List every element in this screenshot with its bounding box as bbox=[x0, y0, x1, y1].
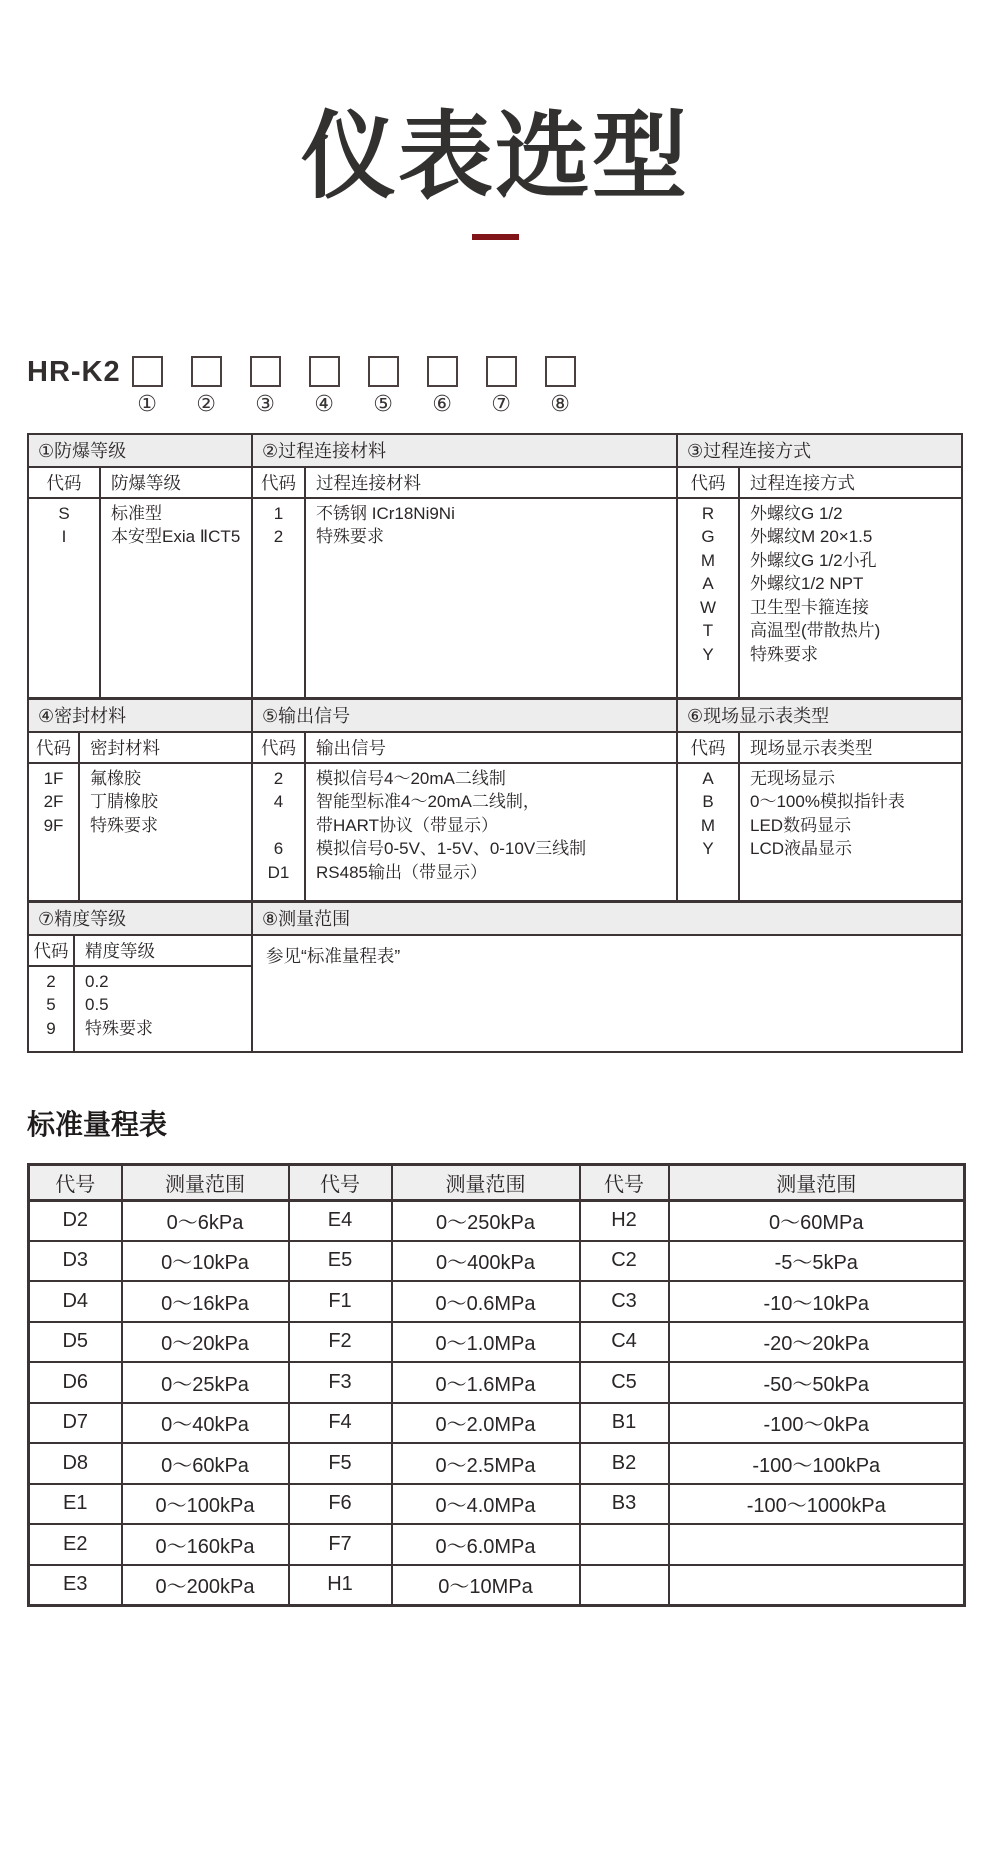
code-column-header: 代码 bbox=[29, 936, 75, 965]
section-column-headers bbox=[29, 936, 251, 967]
range-value-cell: -100～100kPa bbox=[669, 1443, 965, 1484]
range-value-cell: 0～6kPa bbox=[122, 1200, 289, 1241]
selection-section bbox=[676, 435, 961, 697]
code-value: D1 bbox=[267, 862, 290, 882]
code-column-header: 代码 bbox=[678, 733, 740, 762]
section-header: ⑥现场显示表类型 bbox=[678, 700, 961, 733]
selection-band bbox=[27, 698, 963, 902]
section-column-headers bbox=[29, 733, 251, 764]
code-value: I bbox=[61, 527, 67, 546]
code-value: 9 bbox=[46, 1018, 56, 1038]
range-table-heading: 标准量程表 bbox=[27, 1108, 168, 1140]
range-table-header-cell: 测量范围 bbox=[669, 1164, 965, 1200]
range-code-cell: E4 bbox=[289, 1200, 392, 1241]
range-code-cell: B3 bbox=[580, 1484, 669, 1525]
selection-band bbox=[27, 901, 963, 1053]
range-code-cell: D2 bbox=[29, 1200, 122, 1241]
code-value: G bbox=[701, 527, 715, 546]
range-code-cell: D4 bbox=[29, 1281, 122, 1322]
range-code-cell: E3 bbox=[29, 1565, 122, 1606]
range-code-cell: C5 bbox=[580, 1362, 669, 1403]
model-code-slot bbox=[427, 356, 458, 416]
model-code-slot bbox=[191, 356, 222, 416]
code-column bbox=[29, 499, 101, 697]
model-position-number: ① bbox=[137, 390, 157, 416]
range-code-cell: D7 bbox=[29, 1403, 122, 1444]
range-code-cell: F4 bbox=[289, 1403, 392, 1444]
range-table-row bbox=[29, 1443, 965, 1484]
range-value-cell: 0～2.0MPa bbox=[392, 1403, 580, 1444]
desc-value: 特殊要求 bbox=[85, 1018, 153, 1038]
desc-column-header: 防爆等级 bbox=[111, 472, 181, 493]
desc-value: 氟橡胶 bbox=[90, 768, 141, 788]
selection-tables bbox=[27, 433, 963, 1053]
section-body bbox=[678, 499, 961, 697]
desc-value: 标准型 bbox=[111, 503, 162, 523]
model-code-slot bbox=[368, 356, 399, 416]
range-code-cell: F5 bbox=[289, 1443, 392, 1484]
code-value: 9F bbox=[43, 815, 64, 835]
section-header: ①防爆等级 bbox=[29, 435, 251, 468]
desc-value: 本安型Exia ⅡCT5 bbox=[111, 527, 241, 546]
code-value: 1 bbox=[273, 503, 284, 523]
code-value: 5 bbox=[46, 995, 56, 1014]
range-table-header-cell: 代号 bbox=[580, 1164, 669, 1200]
model-code-slot bbox=[545, 356, 576, 416]
selection-section bbox=[676, 700, 961, 900]
section-body bbox=[253, 499, 676, 697]
range-code-cell: D8 bbox=[29, 1443, 122, 1484]
desc-value: 特殊要求 bbox=[750, 644, 818, 664]
range-code-cell: D5 bbox=[29, 1322, 122, 1363]
code-value: Y bbox=[702, 644, 714, 664]
code-column bbox=[253, 764, 306, 900]
section-header: ②过程连接材料 bbox=[253, 435, 676, 468]
model-code-slots bbox=[132, 356, 576, 416]
section-column-headers bbox=[29, 468, 251, 499]
range-table-header-row bbox=[29, 1164, 965, 1200]
desc-column-header: 现场显示表类型 bbox=[750, 737, 873, 758]
desc-column-header: 输出信号 bbox=[316, 737, 386, 758]
desc-value: 模拟信号4～20mA二线制 bbox=[316, 768, 506, 788]
range-table-row bbox=[29, 1322, 965, 1363]
range-code-cell: E1 bbox=[29, 1484, 122, 1525]
model-code-slot bbox=[486, 356, 517, 416]
selection-section bbox=[251, 700, 676, 900]
title-underline-dash bbox=[472, 234, 519, 240]
range-value-cell: 0～60MPa bbox=[669, 1200, 965, 1241]
range-value-cell: 0～1.0MPa bbox=[392, 1322, 580, 1363]
range-value-cell: 0～100kPa bbox=[122, 1484, 289, 1525]
range-code-cell: E2 bbox=[29, 1524, 122, 1565]
range-table-header-cell: 测量范围 bbox=[122, 1164, 289, 1200]
desc-column-header: 密封材料 bbox=[90, 737, 160, 758]
section-header: ④密封材料 bbox=[29, 700, 251, 733]
model-position-number: ⑥ bbox=[432, 390, 452, 416]
section-note: 参见“标准量程表” bbox=[266, 945, 401, 966]
range-code-cell: D3 bbox=[29, 1241, 122, 1282]
desc-value: 带HART协议（带显示） bbox=[316, 815, 498, 835]
section-header: ⑤输出信号 bbox=[253, 700, 676, 733]
range-value-cell: -20～20kPa bbox=[669, 1322, 965, 1363]
range-value-cell: 0～400kPa bbox=[392, 1241, 580, 1282]
code-value: 2 bbox=[273, 768, 284, 788]
range-value-cell: 0～20kPa bbox=[122, 1322, 289, 1363]
model-code-slot bbox=[250, 356, 281, 416]
model-position-number: ⑤ bbox=[373, 390, 393, 416]
code-value: 4 bbox=[273, 792, 284, 811]
section-body bbox=[253, 764, 676, 900]
range-code-cell: F6 bbox=[289, 1484, 392, 1525]
desc-value: 0.5 bbox=[85, 995, 109, 1014]
range-code-cell: C4 bbox=[580, 1322, 669, 1363]
range-value-cell: -50～50kPa bbox=[669, 1362, 965, 1403]
section-body bbox=[29, 499, 251, 697]
desc-value: 卫生型卡箍连接 bbox=[750, 597, 869, 617]
code-column-header: 代码 bbox=[678, 468, 740, 497]
desc-column bbox=[740, 764, 961, 900]
desc-column bbox=[101, 499, 251, 697]
model-code-diagram bbox=[27, 356, 963, 416]
range-value-cell: 0～6.0MPa bbox=[392, 1524, 580, 1565]
range-value-cell: 0～16kPa bbox=[122, 1281, 289, 1322]
code-value: B bbox=[702, 792, 714, 811]
range-value-cell: 0～0.6MPa bbox=[392, 1281, 580, 1322]
range-value-cell: 0～40kPa bbox=[122, 1403, 289, 1444]
desc-value: 0.2 bbox=[85, 971, 109, 991]
section-body bbox=[29, 967, 251, 1051]
range-value-cell: -100～0kPa bbox=[669, 1403, 965, 1444]
code-column-header: 代码 bbox=[29, 468, 101, 497]
range-value-cell: 0～10MPa bbox=[392, 1565, 580, 1606]
model-code-box bbox=[309, 356, 340, 387]
range-value-cell bbox=[669, 1565, 965, 1606]
range-table-header-cell: 测量范围 bbox=[392, 1164, 580, 1200]
section-header: ⑧测量范围 bbox=[253, 903, 961, 936]
model-position-number: ② bbox=[196, 390, 216, 416]
desc-value: RS485输出（带显示） bbox=[316, 862, 487, 882]
model-code-box bbox=[132, 356, 163, 387]
model-code-box bbox=[250, 356, 281, 387]
code-value: W bbox=[699, 597, 717, 617]
range-code-cell: C2 bbox=[580, 1241, 669, 1282]
section-header: ⑦精度等级 bbox=[29, 903, 251, 936]
desc-value: 特殊要求 bbox=[90, 815, 158, 835]
range-code-cell: H2 bbox=[580, 1200, 669, 1241]
desc-column-header: 过程连接材料 bbox=[316, 472, 421, 493]
model-position-number: ③ bbox=[255, 390, 275, 416]
code-value: R bbox=[701, 503, 715, 523]
range-code-cell: B1 bbox=[580, 1403, 669, 1444]
range-code-cell: F2 bbox=[289, 1322, 392, 1363]
code-value: 2F bbox=[43, 792, 64, 811]
code-value: 2 bbox=[46, 971, 56, 991]
range-code-cell: F7 bbox=[289, 1524, 392, 1565]
code-column bbox=[678, 764, 740, 900]
standard-range-table bbox=[27, 1163, 966, 1607]
selection-band bbox=[27, 433, 963, 699]
range-value-cell: 0～4.0MPa bbox=[392, 1484, 580, 1525]
range-code-cell bbox=[580, 1524, 669, 1565]
desc-value: 0～100%模拟指针表 bbox=[750, 792, 905, 811]
range-table-row bbox=[29, 1565, 965, 1606]
model-prefix: HR-K2 bbox=[27, 355, 121, 388]
range-code-cell: B2 bbox=[580, 1443, 669, 1484]
model-code-box bbox=[427, 356, 458, 387]
section-column-headers bbox=[678, 468, 961, 499]
code-value: M bbox=[700, 550, 716, 570]
model-code-box bbox=[486, 356, 517, 387]
model-code-box bbox=[545, 356, 576, 387]
section-column-headers bbox=[253, 468, 676, 499]
desc-value: 外螺纹1/2 NPT bbox=[750, 574, 864, 593]
range-value-cell: 0～250kPa bbox=[392, 1200, 580, 1241]
section-body bbox=[29, 764, 251, 900]
range-table-header-cell: 代号 bbox=[29, 1164, 122, 1200]
desc-column bbox=[75, 967, 251, 1051]
range-value-cell: -5～5kPa bbox=[669, 1241, 965, 1282]
page bbox=[27, 96, 963, 1607]
desc-column-header: 过程连接方式 bbox=[750, 472, 855, 493]
model-code-slot bbox=[132, 356, 163, 416]
range-code-cell: C3 bbox=[580, 1281, 669, 1322]
range-value-cell: 0～1.6MPa bbox=[392, 1362, 580, 1403]
code-value: Y bbox=[702, 839, 714, 858]
range-value-cell: 0～160kPa bbox=[122, 1524, 289, 1565]
desc-column bbox=[306, 499, 676, 697]
desc-value: 外螺纹M 20×1.5 bbox=[750, 527, 873, 546]
desc-column-header: 精度等级 bbox=[85, 940, 155, 961]
code-value: S bbox=[58, 503, 70, 523]
code-value: M bbox=[700, 815, 716, 835]
code-value: 1F bbox=[43, 768, 64, 788]
range-value-cell bbox=[669, 1524, 965, 1565]
model-code-slot bbox=[309, 356, 340, 416]
range-value-cell: 0～200kPa bbox=[122, 1565, 289, 1606]
page-title: 仪表选型 bbox=[300, 104, 689, 210]
range-code-cell: E5 bbox=[289, 1241, 392, 1282]
code-column bbox=[29, 967, 75, 1051]
range-value-cell: -10～10kPa bbox=[669, 1281, 965, 1322]
code-column bbox=[253, 499, 306, 697]
range-value-cell: 0～25kPa bbox=[122, 1362, 289, 1403]
desc-value: 不锈钢 ICr18Ni9Ni bbox=[316, 503, 455, 523]
code-value: T bbox=[702, 621, 714, 640]
range-table-row bbox=[29, 1484, 965, 1525]
range-table-row bbox=[29, 1200, 965, 1241]
desc-value: 模拟信号0-5V、1-5V、0-10V三线制 bbox=[316, 839, 587, 858]
code-column-header: 代码 bbox=[253, 733, 306, 762]
desc-value: 外螺纹G 1/2 bbox=[750, 503, 843, 523]
range-table-row bbox=[29, 1524, 965, 1565]
desc-value: 无现场显示 bbox=[750, 768, 835, 788]
section-column-headers bbox=[678, 733, 961, 764]
range-code-cell: F1 bbox=[289, 1281, 392, 1322]
code-column bbox=[29, 764, 80, 900]
selection-section bbox=[251, 435, 676, 697]
desc-value: 外螺纹G 1/2小孔 bbox=[750, 550, 877, 570]
selection-section bbox=[29, 903, 251, 1051]
desc-column bbox=[740, 499, 961, 697]
model-code-box bbox=[368, 356, 399, 387]
range-table-row bbox=[29, 1241, 965, 1282]
desc-value: LCD液晶显示 bbox=[750, 839, 853, 858]
range-code-cell: D6 bbox=[29, 1362, 122, 1403]
range-table-row bbox=[29, 1403, 965, 1444]
model-position-number: ④ bbox=[314, 390, 334, 416]
range-table-header-cell: 代号 bbox=[289, 1164, 392, 1200]
range-value-cell: 0～2.5MPa bbox=[392, 1443, 580, 1484]
range-code-cell: H1 bbox=[289, 1565, 392, 1606]
code-value bbox=[253, 814, 304, 838]
desc-value: LED数码显示 bbox=[750, 815, 852, 835]
selection-section bbox=[251, 903, 961, 1051]
desc-value: 智能型标准4～20mA二线制， bbox=[316, 792, 540, 811]
code-column-header: 代码 bbox=[29, 733, 80, 762]
range-value-cell: 0～10kPa bbox=[122, 1241, 289, 1282]
desc-value: 高温型(带散热片) bbox=[750, 621, 881, 640]
model-code-box bbox=[191, 356, 222, 387]
code-value: 2 bbox=[273, 527, 284, 546]
range-code-cell: F3 bbox=[289, 1362, 392, 1403]
selection-section bbox=[29, 435, 251, 697]
code-value: A bbox=[702, 768, 714, 788]
model-position-number: ⑦ bbox=[491, 390, 511, 416]
desc-column bbox=[80, 764, 251, 900]
code-value: 6 bbox=[273, 839, 284, 858]
section-header: ③过程连接方式 bbox=[678, 435, 961, 468]
range-value-cell: 0～60kPa bbox=[122, 1443, 289, 1484]
code-column bbox=[678, 499, 740, 697]
desc-value: 特殊要求 bbox=[316, 527, 384, 546]
code-column-header: 代码 bbox=[253, 468, 306, 497]
range-table-row bbox=[29, 1362, 965, 1403]
range-code-cell bbox=[580, 1565, 669, 1606]
range-table-row bbox=[29, 1281, 965, 1322]
range-value-cell: -100～1000kPa bbox=[669, 1484, 965, 1525]
section-column-headers bbox=[253, 733, 676, 764]
desc-value: 丁腈橡胶 bbox=[90, 792, 158, 811]
section-body bbox=[678, 764, 961, 900]
selection-section bbox=[29, 700, 251, 900]
code-value: A bbox=[702, 574, 714, 593]
model-position-number: ⑧ bbox=[550, 390, 570, 416]
desc-column bbox=[306, 764, 676, 900]
